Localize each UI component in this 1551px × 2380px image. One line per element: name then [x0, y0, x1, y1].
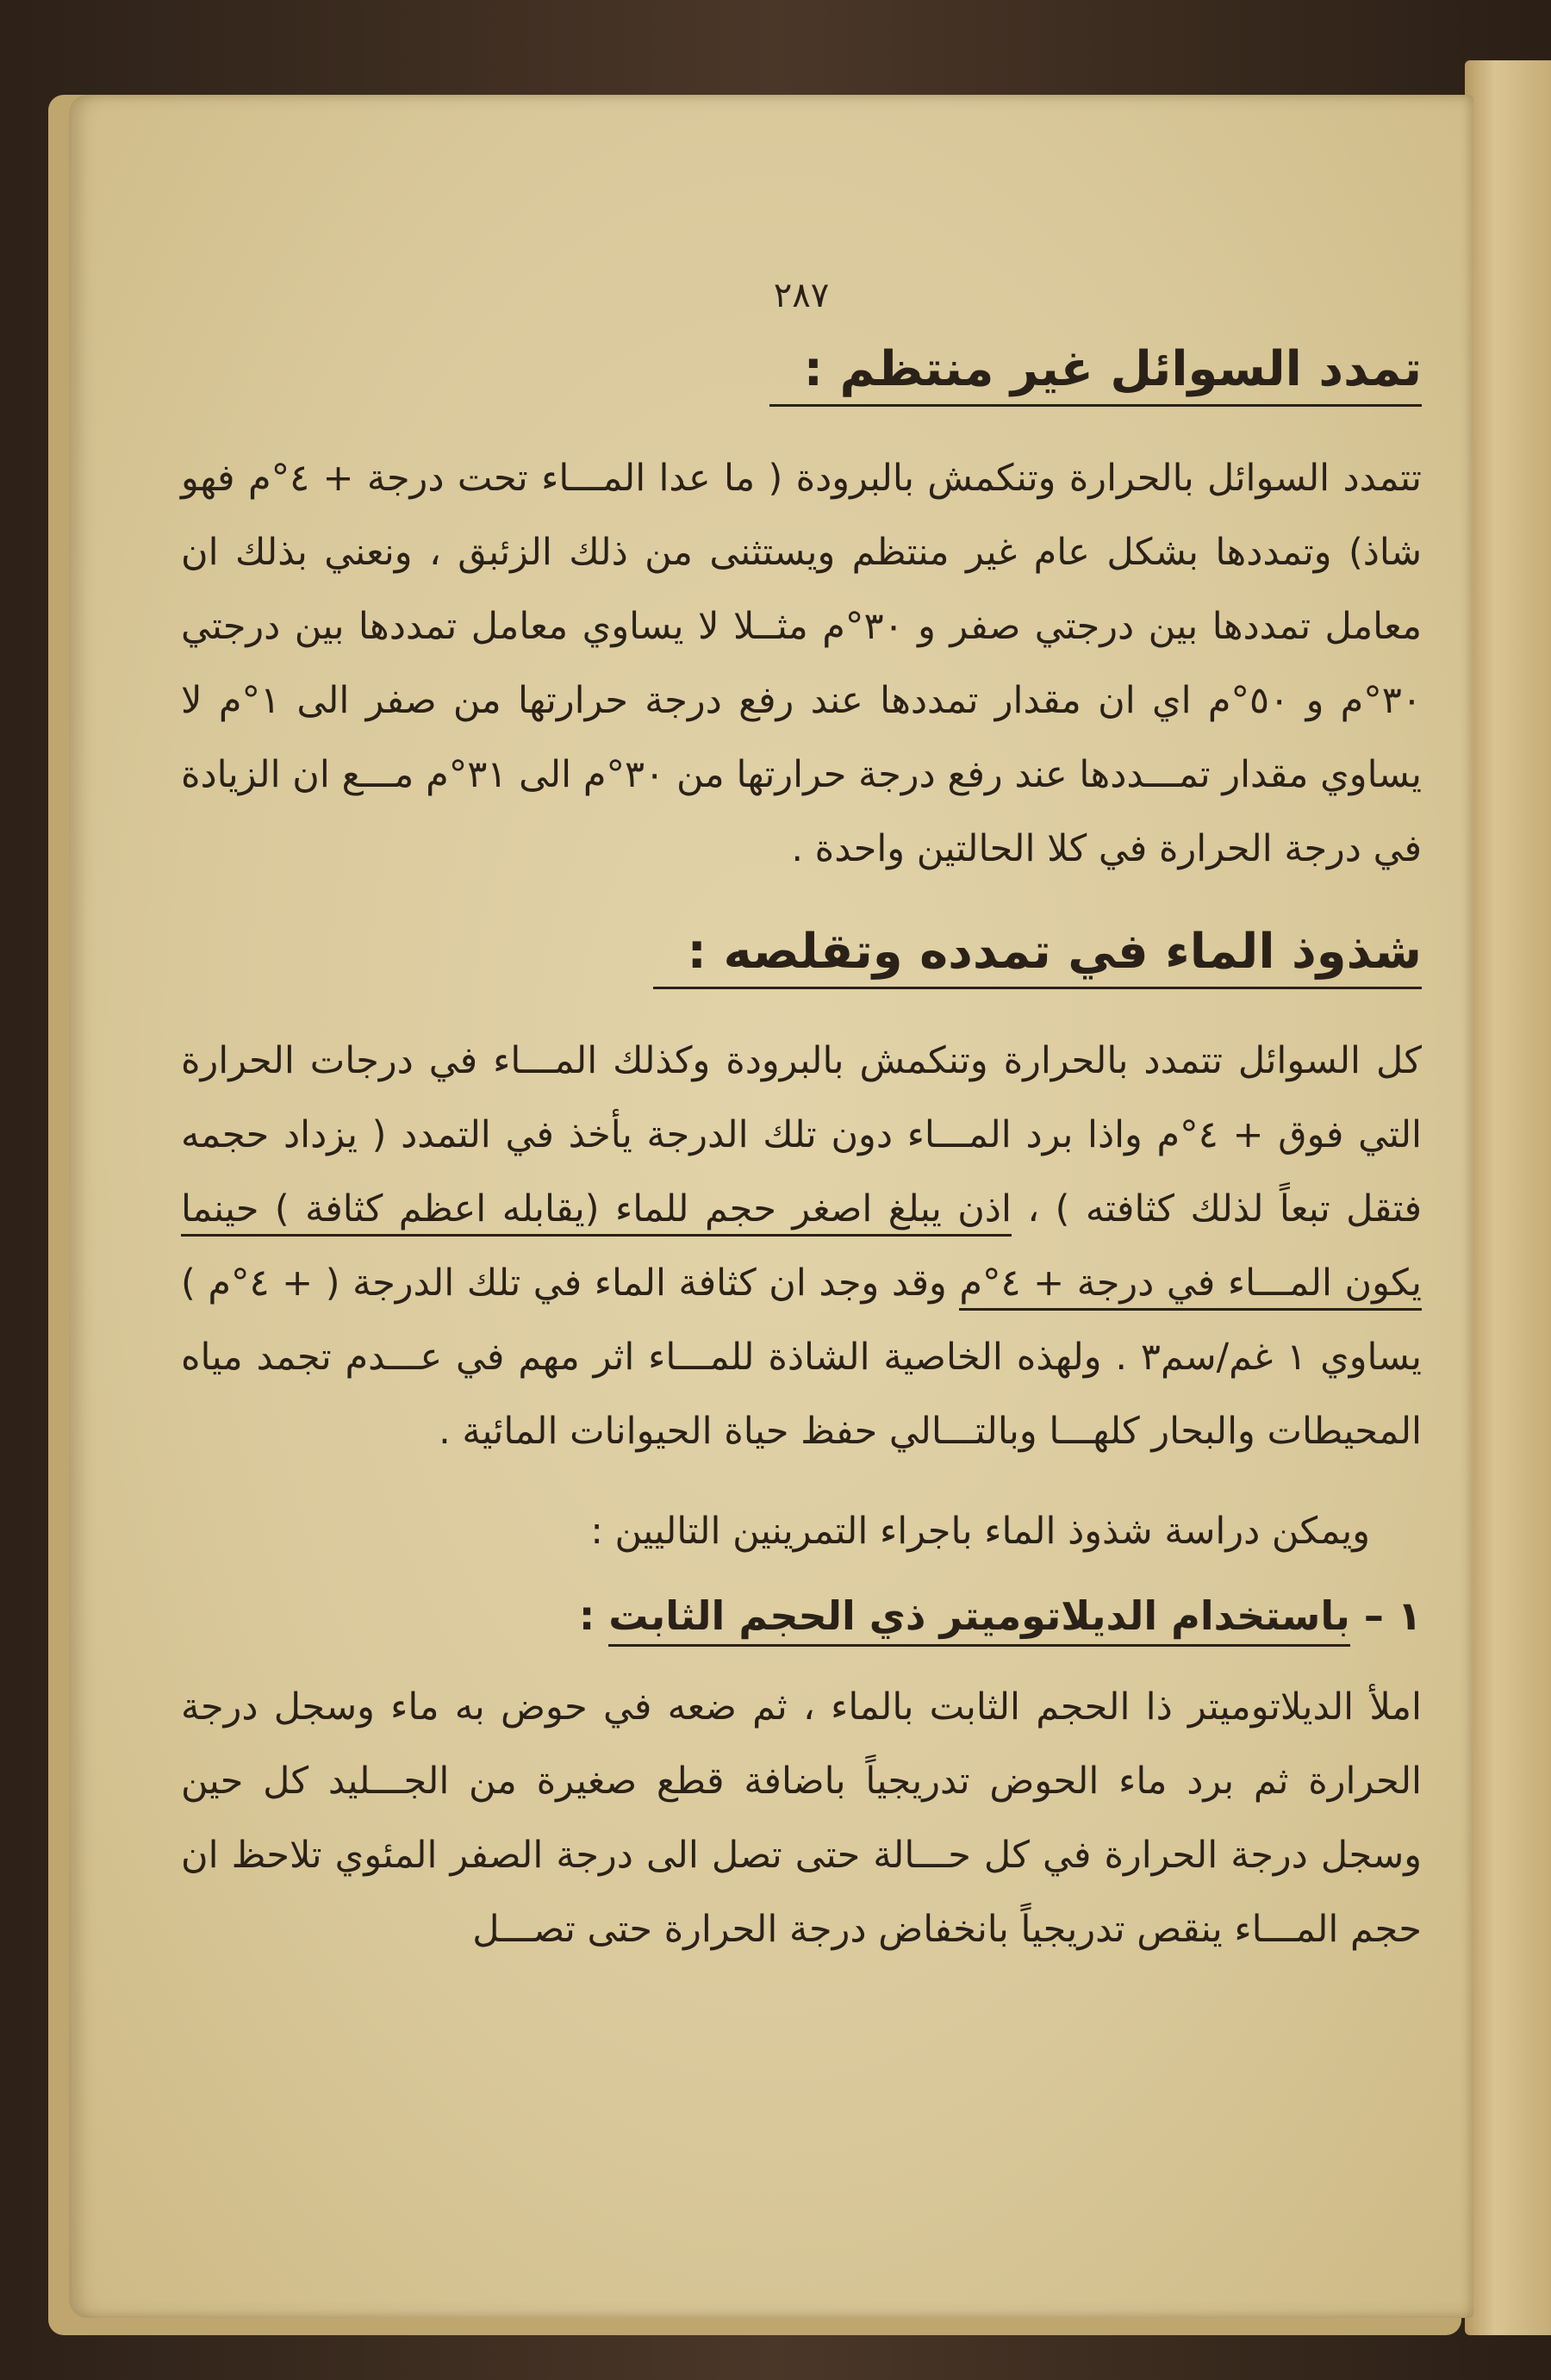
section-heading: شذوذ الماء في تمدده وتقلصه :	[653, 924, 1422, 989]
exercises-intro: ويمكن دراسة شذوذ الماء باجراء التمرينين التاليين :	[590, 1510, 1370, 1553]
exercise-number: ١ –	[1363, 1592, 1422, 1639]
section-water-anomaly	[181, 924, 1422, 1468]
paragraph-part: وقد وجد ان كثافة الماء في تلك الدرجة ( + ٤°م ) يساوي ١ غم/سم٣ . ولهذه الخاصية الشاذة للمـــاء اثر مهم في عـــدم تجمد مياه المحيطات والبحار كلهـــا وبالتـــالي حفظ حياة الحيوانات المائية .	[181, 1262, 1422, 1453]
spacer	[181, 886, 1422, 924]
section-heading: تمدد السوائل غير منتظم :	[769, 341, 1422, 407]
exercise-title: باستخدام الديلاتوميتر ذي الحجم الثابت	[608, 1592, 1350, 1647]
facing-page-edge	[1465, 60, 1551, 2335]
section-paragraph: تتمدد السوائل بالحرارة وتنكمش بالبرودة ( ما عدا المـــاء تحت درجة + ٤°م فهو شاذ) وتمددها بشكل عام غير منتظم ويستثنى من ذلك الزئبق ، ونعني بذلك ان معامل تمددها بين درجتي صفر و ٣٠°م مثــلا لا يساوي معامل تمددها بين درجتي ٣٠°م و ٥٠°م اي ان مقدار تمددها عند رفع درجة حرارتها من صفر الى ١°م لا يساوي مقدار تمـــددها عند رفع درجة حرارتها من ٣٠°م الى ٣١°م مـــع ان الزيادة في درجة الحرارة في كلا الحالتين واحدة .	[181, 457, 1423, 870]
page-number: ٢٨٧	[773, 276, 830, 315]
page-text	[181, 276, 1422, 2283]
section-paragraph	[181, 1024, 1422, 1468]
underlined-text: اذن يبلغ اصغر حجم للماء (يقابله اعظم كثافة ) حينما يكون المـــاء في درجة + ٤°م	[181, 1187, 1422, 1311]
exercise-colon: :	[578, 1592, 595, 1639]
paragraph-part: كل السوائل تتمدد بالحرارة وتنكمش بالبرودة وكذلك المـــاء في درجات الحرارة التي فوق + ٤°م واذا برد المـــاء دون تلك الدرجة يأخذ في التمدد ( يزداد حجمه فتقل تبعاً لذلك كثافته ) ،	[181, 1039, 1423, 1230]
section-irregular-expansion	[181, 341, 1422, 886]
exercise-heading	[181, 1592, 1422, 1639]
exercise-paragraph: املأ الديلاتوميتر ذا الحجم الثابت بالماء ، ثم ضعه في حوض به ماء وسجل درجة الحرارة ثم برد ماء الحوض تدريجياً باضافة قطع صغيرة من الجـــليد كل حين وسجل درجة الحرارة في كل حـــالة حتى تصل الى درجة الصفر المئوي تلاحظ ان حجم المـــاء ينقص تدريجياً بانخفاض درجة الحرارة حتى تصـــل	[181, 1685, 1422, 1951]
